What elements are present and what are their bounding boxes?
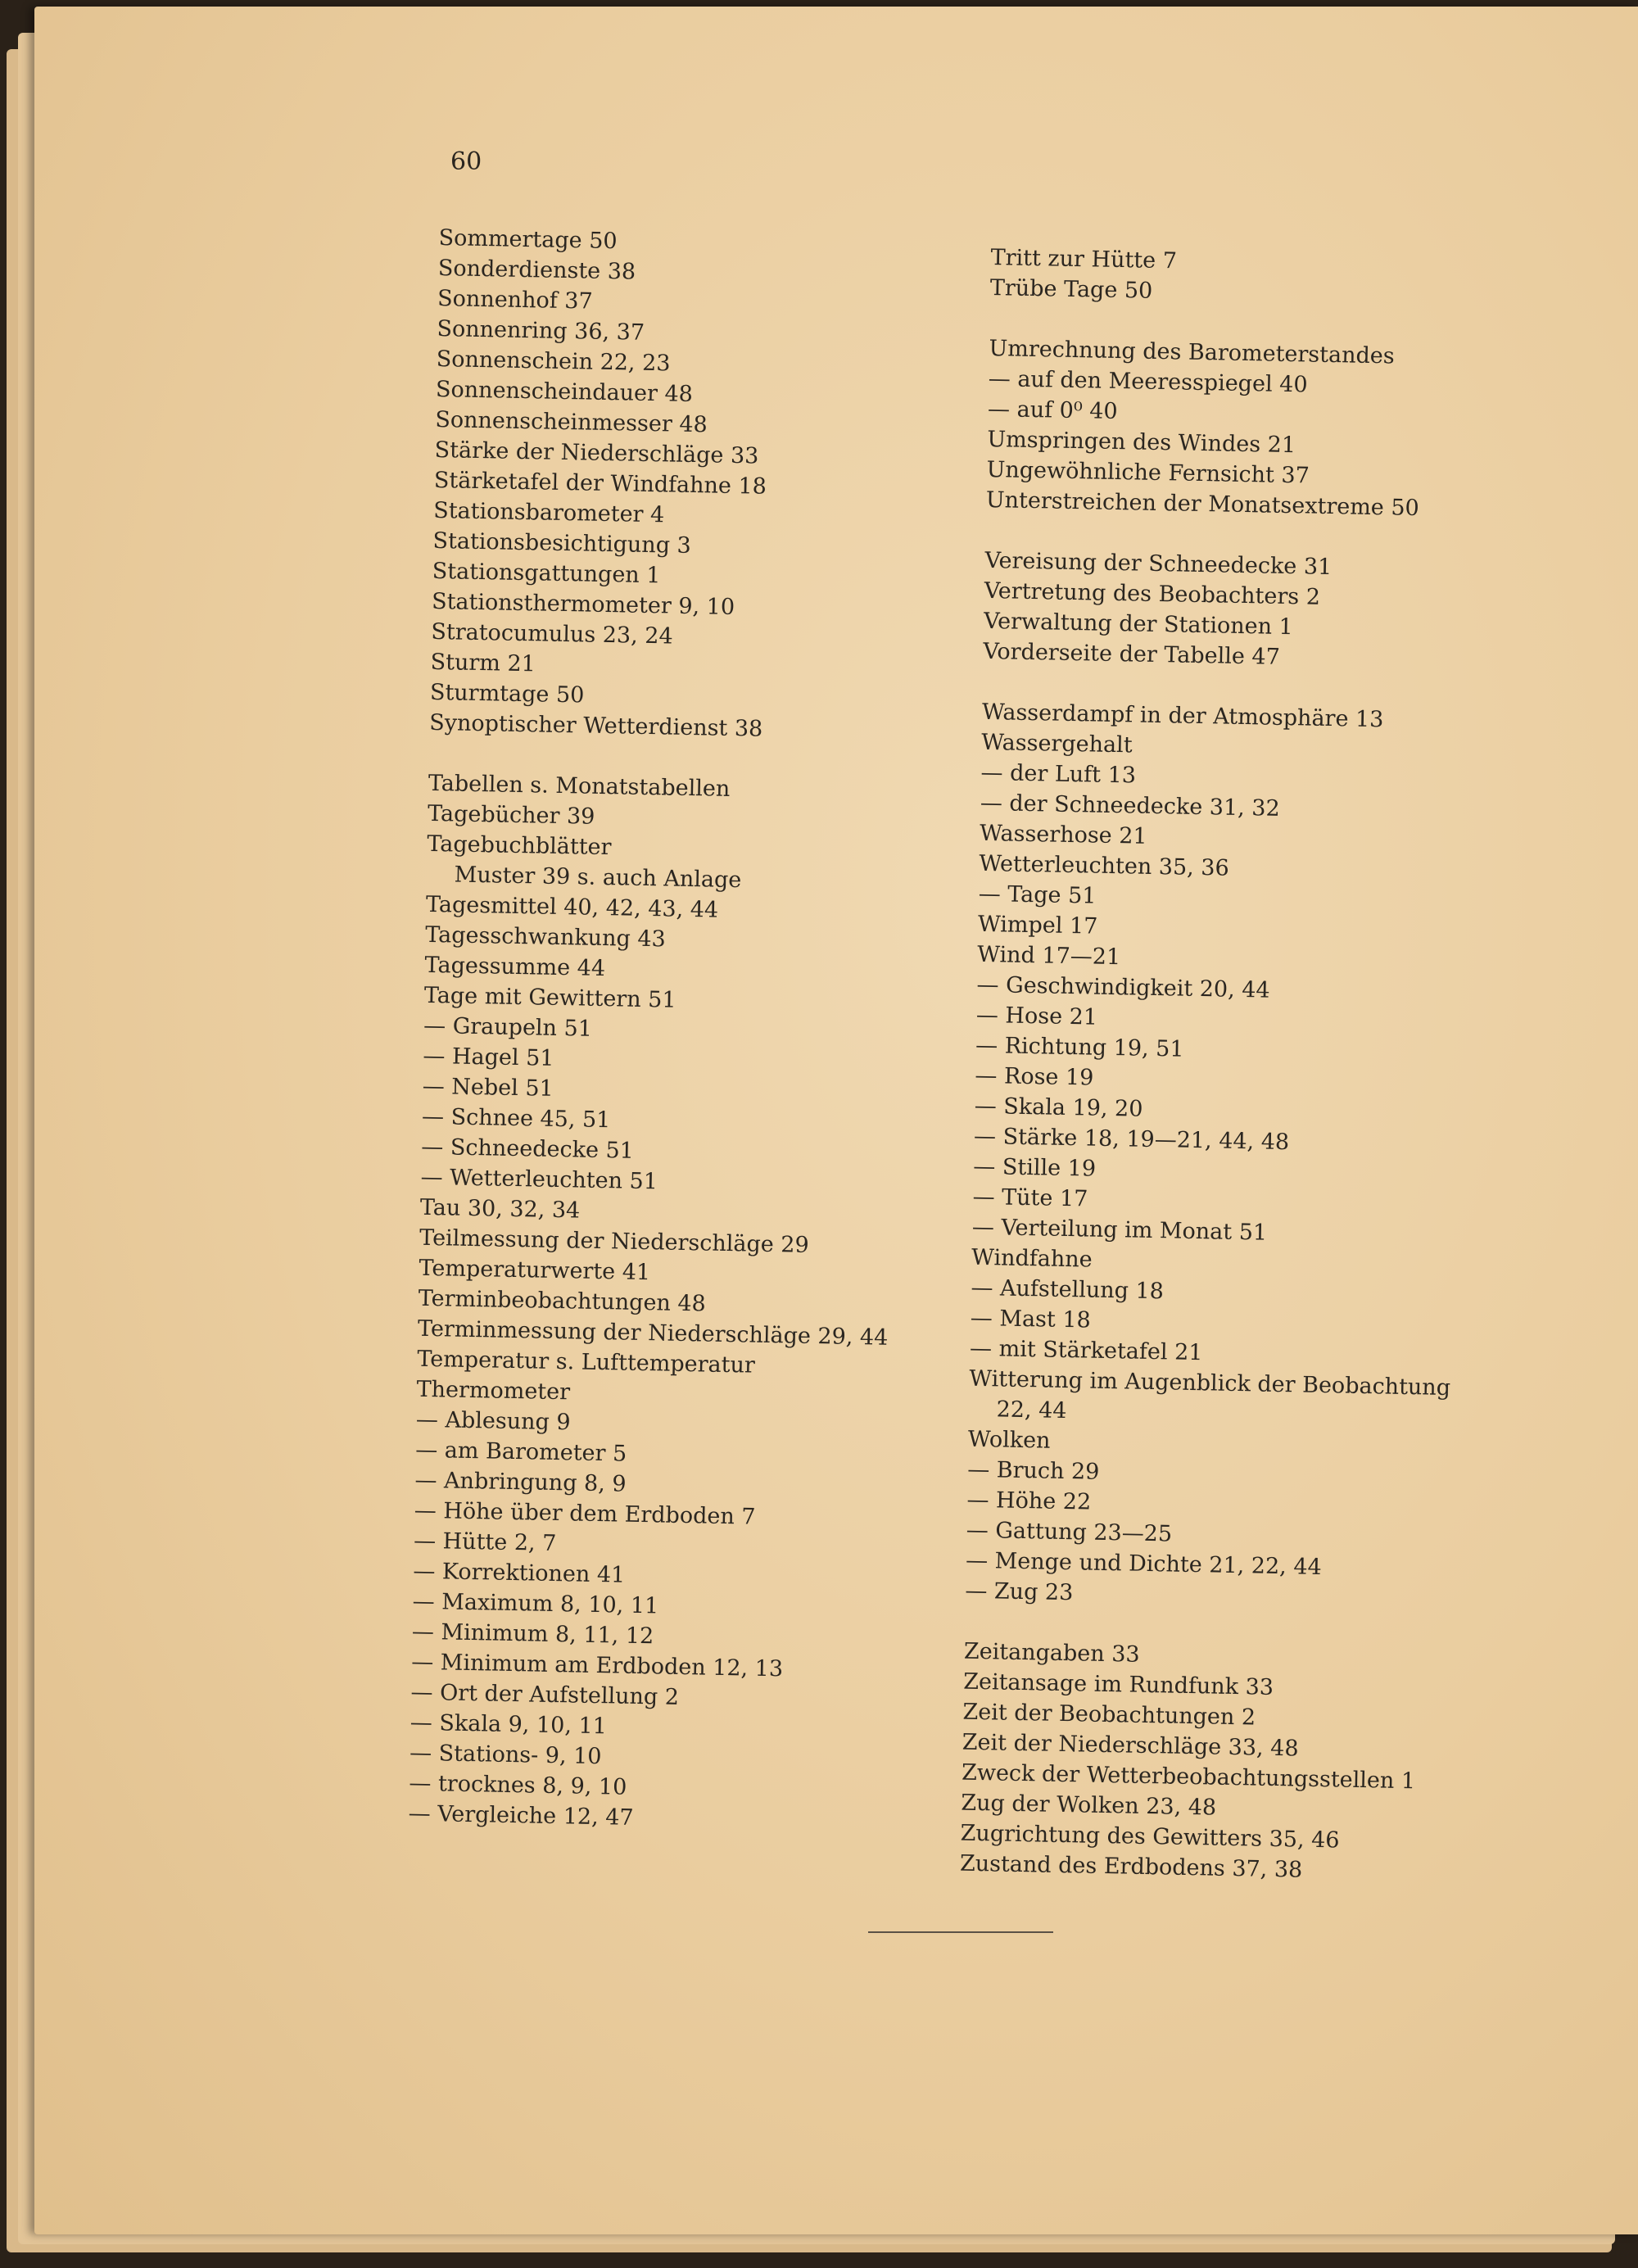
index-entry: Umrechnung des Barometerstandes xyxy=(989,335,1395,369)
index-entry: — Richtung 19, 51 xyxy=(975,1032,1184,1062)
index-entry: Unterstreichen der Monatsextreme 50 xyxy=(985,487,1420,522)
index-entry: Terminbeobachtungen 48 xyxy=(418,1285,707,1317)
index-entry: Wassergehalt xyxy=(980,729,1133,758)
index-entry: — am Barometer 5 xyxy=(414,1437,627,1467)
index-entry: Sonnenscheindauer 48 xyxy=(435,376,694,407)
index-column-right xyxy=(960,242,1613,1890)
index-entry: — Ort der Aufstellung 2 xyxy=(410,1679,680,1710)
index-entry: — trocknes 8, 9, 10 xyxy=(409,1770,627,1800)
page-number: 60 xyxy=(450,147,482,176)
index-entry: — Graupeln 51 xyxy=(423,1012,593,1042)
index-entry: Stärketafel der Windfahne 18 xyxy=(433,467,767,500)
index-entry: — Hütte 2, 7 xyxy=(413,1528,557,1557)
index-entry: Stationsgattungen 1 xyxy=(432,558,661,589)
index-entry: — Nebel 51 xyxy=(422,1073,554,1102)
index-entry: — Stations- 9, 10 xyxy=(409,1740,602,1770)
index-entry: — Hose 21 xyxy=(975,1002,1098,1030)
index-entry: Stationsbarometer 4 xyxy=(432,497,665,528)
index-entry: Wetterleuchten 35, 36 xyxy=(979,850,1229,881)
index-entry: — Anbringung 8, 9 xyxy=(414,1467,627,1497)
index-entry: — der Schneedecke 31, 32 xyxy=(980,790,1280,822)
index-entry: Wimpel 17 xyxy=(977,911,1098,939)
index-entry: Wasserhose 21 xyxy=(979,820,1147,849)
index-entry: — auf den Meeresspiegel 40 xyxy=(988,365,1308,398)
index-entry: Tagessumme 44 xyxy=(424,952,606,982)
index-entry: Sommertage 50 xyxy=(438,224,618,255)
index-entry: Stationsthermometer 9, 10 xyxy=(431,588,735,621)
index-entry: — Minimum 8, 11, 12 xyxy=(411,1618,654,1650)
index-entry: — Minimum am Erdboden 12, 13 xyxy=(410,1649,784,1682)
index-entry: Temperaturwerte 41 xyxy=(419,1255,651,1286)
index-entry: — Tüte 17 xyxy=(972,1184,1088,1212)
index-entry: — Vergleiche 12, 47 xyxy=(408,1800,634,1831)
index-entry: Sonnenhof 37 xyxy=(437,285,593,315)
index-entry: Stratocumulus 23, 24 xyxy=(431,618,673,650)
index-entry: Vorderseite der Tabelle 47 xyxy=(983,638,1281,670)
index-entry: Thermometer xyxy=(416,1376,571,1406)
index-entry: Terminmessung der Niederschläge 29, 44 xyxy=(417,1315,889,1351)
index-entry: — der Luft 13 xyxy=(980,759,1137,789)
index-entry: Verwaltung der Stationen 1 xyxy=(983,608,1294,641)
index-entry: Wasserdampf in der Atmosphäre 13 xyxy=(981,699,1384,733)
index-entry: — Skala 9, 10, 11 xyxy=(410,1709,608,1740)
index-entry: Zugrichtung des Gewitters 35, 46 xyxy=(960,1820,1340,1854)
index-entry: — Gattung 23—25 xyxy=(966,1517,1173,1547)
index-entry: Sonderdienste 38 xyxy=(437,255,636,285)
index-entry: Witterung im Augenblick der Beobachtung xyxy=(969,1365,1451,1401)
index-entry: Ungewöhnliche Fernsicht 37 xyxy=(986,456,1310,489)
index-entry: — Tage 51 xyxy=(978,880,1097,909)
index-entry: Zeit der Niederschläge 33, 48 xyxy=(962,1729,1299,1762)
index-entry: — Korrektionen 41 xyxy=(413,1558,626,1588)
index-entry: — Maximum 8, 10, 11 xyxy=(412,1588,659,1619)
index-entry: Temperatur s. Lufttemperatur xyxy=(417,1346,756,1378)
index-entry: Zeitangaben 33 xyxy=(963,1638,1140,1668)
index-entry: Zweck der Wetterbeobachtungsstellen 1 xyxy=(961,1759,1416,1795)
index-entry: Zug der Wolken 23, 48 xyxy=(961,1790,1217,1821)
index-entry: — Aufstellung 18 xyxy=(971,1274,1165,1305)
index-entry: — Verteilung im Monat 51 xyxy=(971,1214,1268,1246)
index-entry: Tagebuchblätter xyxy=(427,831,612,861)
index-entry: — Ablesung 9 xyxy=(415,1406,571,1436)
index-entry: — Rose 19 xyxy=(975,1062,1094,1091)
index-entry: Sonnenschein 22, 23 xyxy=(436,346,671,377)
index-entry: Tabellen s. Monatstabellen xyxy=(428,770,731,802)
index-entry: Vereisung der Schneedecke 31 xyxy=(984,547,1333,581)
index-entry: — Höhe über dem Erdboden 7 xyxy=(414,1497,756,1530)
index-entry: — Schneedecke 51 xyxy=(421,1134,635,1164)
index-entry: Synoptischer Wetterdienst 38 xyxy=(428,709,763,742)
index-entry: — Stille 19 xyxy=(973,1153,1097,1182)
index-entry: Tritt zur Hütte 7 xyxy=(990,244,1178,274)
index-entry: — Höhe 22 xyxy=(966,1487,1092,1515)
index-entry: — Mast 18 xyxy=(970,1305,1092,1333)
index-entry: Trübe Tage 50 xyxy=(989,274,1153,304)
index-entry: — Schnee 45, 51 xyxy=(421,1103,611,1134)
index-entry: — Skala 19, 20 xyxy=(974,1093,1143,1122)
index-entry: Tagesmittel 40, 42, 43, 44 xyxy=(425,891,719,923)
index-entry: Zeitansage im Rundfunk 33 xyxy=(962,1668,1274,1700)
index-entry: — Zug 23 xyxy=(965,1578,1074,1606)
index-entry: Sturm 21 xyxy=(430,649,536,677)
index-entry: Stärke der Niederschläge 33 xyxy=(434,437,759,469)
index-entry: — Geschwindigkeit 20, 44 xyxy=(976,971,1270,1003)
index-entry: Sonnenring 36, 37 xyxy=(437,315,645,346)
index-entry: Vertretung des Beobachters 2 xyxy=(984,577,1321,610)
index-entry: Sturmtage 50 xyxy=(429,679,585,708)
index-entry: Teilmessung der Niederschläge 29 xyxy=(419,1225,809,1258)
index-entry: — Hagel 51 xyxy=(423,1043,554,1071)
index-entry: — Menge und Dichte 21, 22, 44 xyxy=(965,1547,1323,1581)
index-entry: Zustand des Erdbodens 37, 38 xyxy=(959,1850,1303,1883)
index-entry: — Stärke 18, 19—21, 44, 48 xyxy=(973,1123,1290,1156)
end-rule xyxy=(868,1931,1053,1933)
index-entry: Tage mit Gewittern 51 xyxy=(423,982,676,1013)
index-entry: — mit Stärketafel 21 xyxy=(969,1335,1203,1366)
index-entry: Sonnenscheinmesser 48 xyxy=(435,406,708,438)
index-entry: Tagesschwankung 43 xyxy=(425,921,667,953)
index-entry: Tagebücher 39 xyxy=(427,800,595,830)
index-entry: Zeit der Beobachtungen 2 xyxy=(962,1699,1256,1731)
index-entry: Stationsbesichtigung 3 xyxy=(432,527,692,559)
index-entry: — auf 0⁰ 40 xyxy=(987,396,1118,425)
index-entry: 22, 44 xyxy=(996,1397,1067,1424)
index-entry: Windfahne xyxy=(971,1244,1093,1273)
index-entry: — Wetterleuchten 51 xyxy=(420,1164,658,1195)
index-entry: Muster 39 s. auch Anlage xyxy=(454,862,742,894)
index-column-left xyxy=(408,223,963,1839)
index-entry: — Bruch 29 xyxy=(966,1456,1100,1485)
index-entry: Tau 30, 32, 34 xyxy=(419,1194,581,1224)
index-entry: Wolken xyxy=(967,1426,1051,1454)
index-entry: Umspringen des Windes 21 xyxy=(987,426,1296,459)
index-entry: Wind 17—21 xyxy=(977,941,1121,971)
